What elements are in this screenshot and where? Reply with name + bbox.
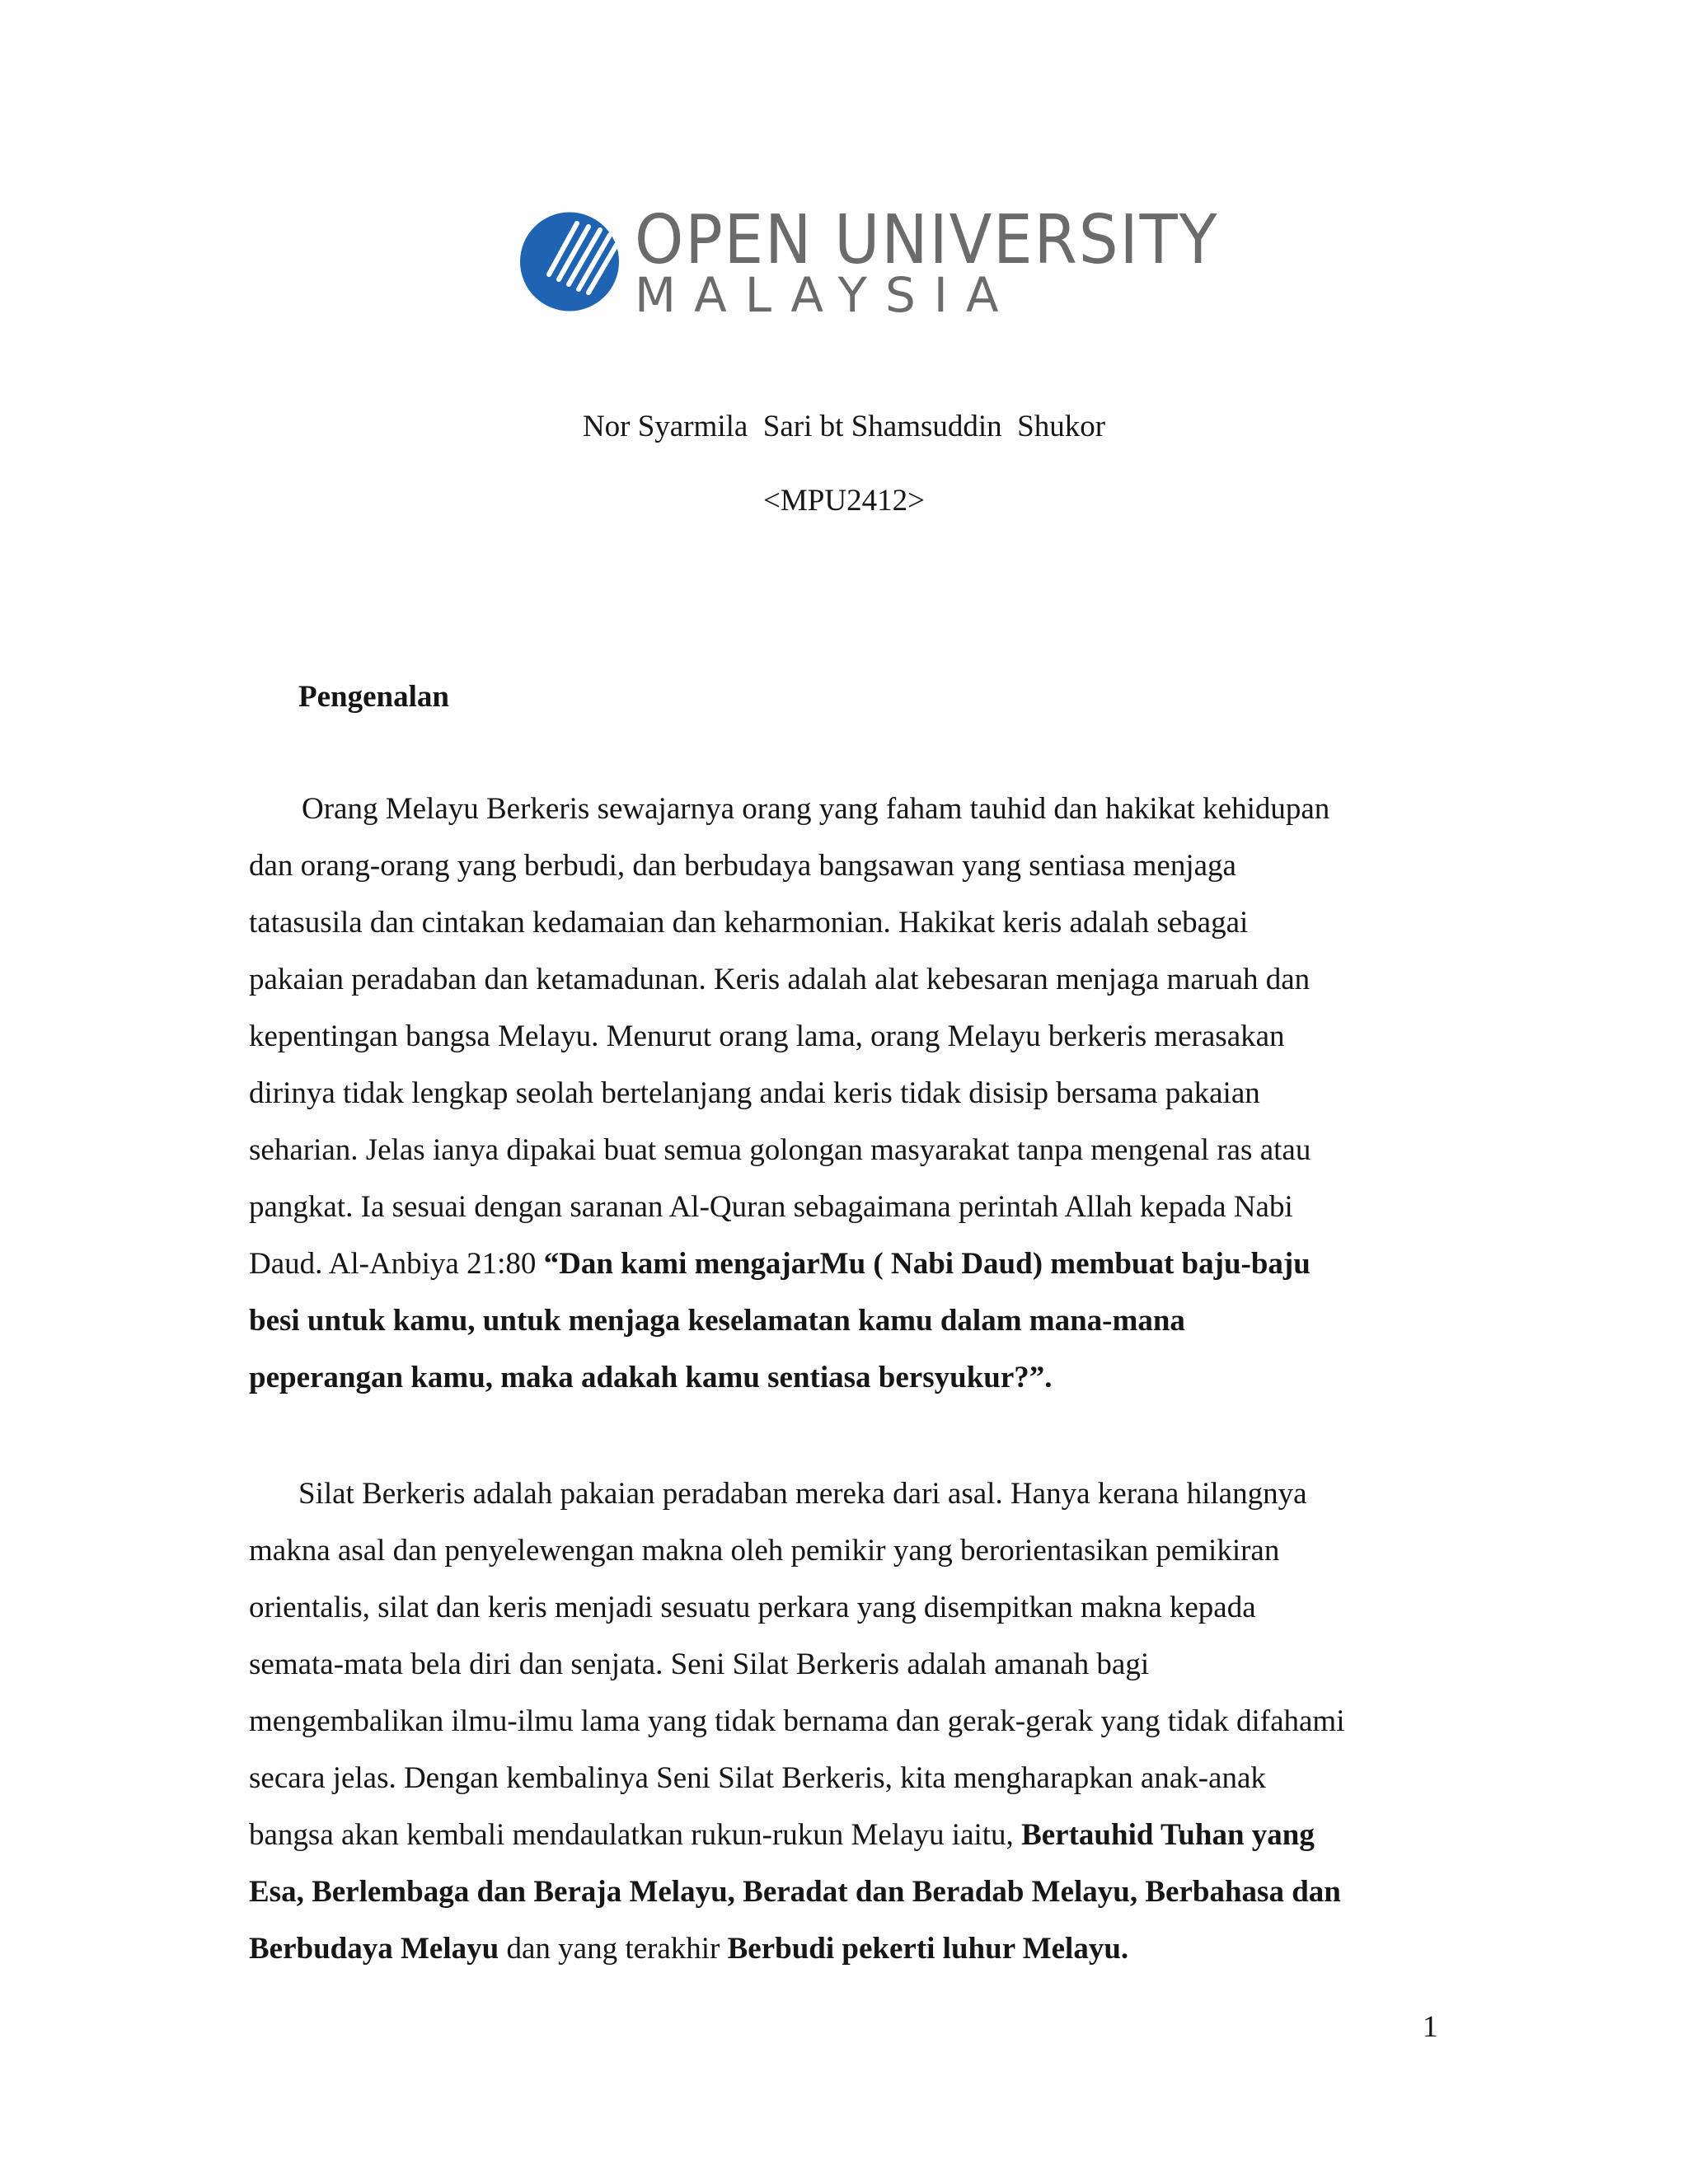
text-line [249,1920,1444,1977]
text-line: dan orang-orang yang berbudi, dan berbudaya bangsawan yang sentiasa menjaga [249,849,1236,883]
text-line: dirinya tidak lengkap seolah bertelanjang andai keris tidak disisip bersama pakaian [249,1076,1260,1110]
course-code: <MPU2412> [763,484,925,518]
bold-line: Esa, Berlembaga dan Beraja Melayu, Beradat dan Beradab Melayu, Berbahasa dan [249,1875,1341,1909]
paragraph-introduction [249,780,1444,1406]
university-logo [519,201,1219,326]
text-segment: bangsa akan kembali mendaulatkan rukun-rukun Melayu iaitu, [249,1818,1022,1852]
text-line: secara jelas. Dengan kembalinya Seni Silat Berkeris, kita mengharapkan anak-anak [249,1761,1266,1795]
text-line: semata-mata bela diri dan senjata. Seni Silat Berkeris adalah amanah bagi [249,1647,1150,1681]
text-line: pangkat. Ia sesuai dengan saranan Al-Quran sebagaimana perintah Allah kepada Nabi [249,1190,1293,1224]
quran-quote: “Dan kami mengajarMu ( Nabi Daud) membuat baju-baju [543,1247,1311,1281]
text-line: pakaian peradaban dan ketamadunan. Keris adalah alat kebesaran menjaga maruah dan [249,963,1311,996]
logo-text-line2: MALAYSIA [635,267,1017,323]
page-number: 1 [1423,2010,1438,2044]
paragraph-silat [249,1465,1444,1977]
logo-text-line1: OPEN UNIVERSITY [635,201,1219,279]
text-line: tatasusila dan cintakan kedamaian dan keharmonian. Hakikat keris adalah sebagai [249,906,1249,940]
text-line [249,1807,1444,1863]
quran-quote-line: peperangan kamu, maka adakah kamu sentiasa bersyukur?”. [249,1361,1053,1394]
text-line: Silat Berkeris adalah pakaian peradaban mereka dari asal. Hanya kerana hilangnya [298,1477,1307,1511]
text-line: seharian. Jelas ianya dipakai buat semua golongan masyarakat tanpa mengenal ras atau [249,1133,1311,1167]
quran-quote-line: besi untuk kamu, untuk menjaga keselamatan kamu dalam mana-mana [249,1304,1185,1338]
text-line: kepentingan bangsa Melayu. Menurut orang lama, orang Melayu berkeris merasakan [249,1019,1285,1053]
bold-segment: Berbudi pekerti luhur Melayu. [727,1932,1129,1966]
text-line: Orang Melayu Berkeris sewajarnya orang yang faham tauhid dan hakikat kehidupan [302,792,1330,826]
text-line: orientalis, silat dan keris menjadi sesuatu perkara yang disempitkan makna kepada [249,1591,1256,1624]
ou-logo-mark [519,210,620,313]
text-segment: dan yang terakhir [499,1932,728,1966]
bold-segment: Bertauhid Tuhan yang [1021,1818,1315,1852]
text-segment: Daud. Al-Anbiya 21:80 [249,1247,544,1281]
text-line: makna asal dan penyelewengan makna oleh pemikir yang berorientasikan pemikiran [249,1534,1280,1568]
section-heading: Pengenalan [298,680,449,714]
bold-segment: Berbudaya Melayu [249,1932,499,1966]
text-line: mengembalikan ilmu-ilmu lama yang tidak bernama dan gerak-gerak yang tidak difahami [249,1704,1345,1738]
author-name: Nor Syarmila Sari bt Shamsuddin Shukor [582,410,1106,443]
text-line [249,1235,1444,1292]
